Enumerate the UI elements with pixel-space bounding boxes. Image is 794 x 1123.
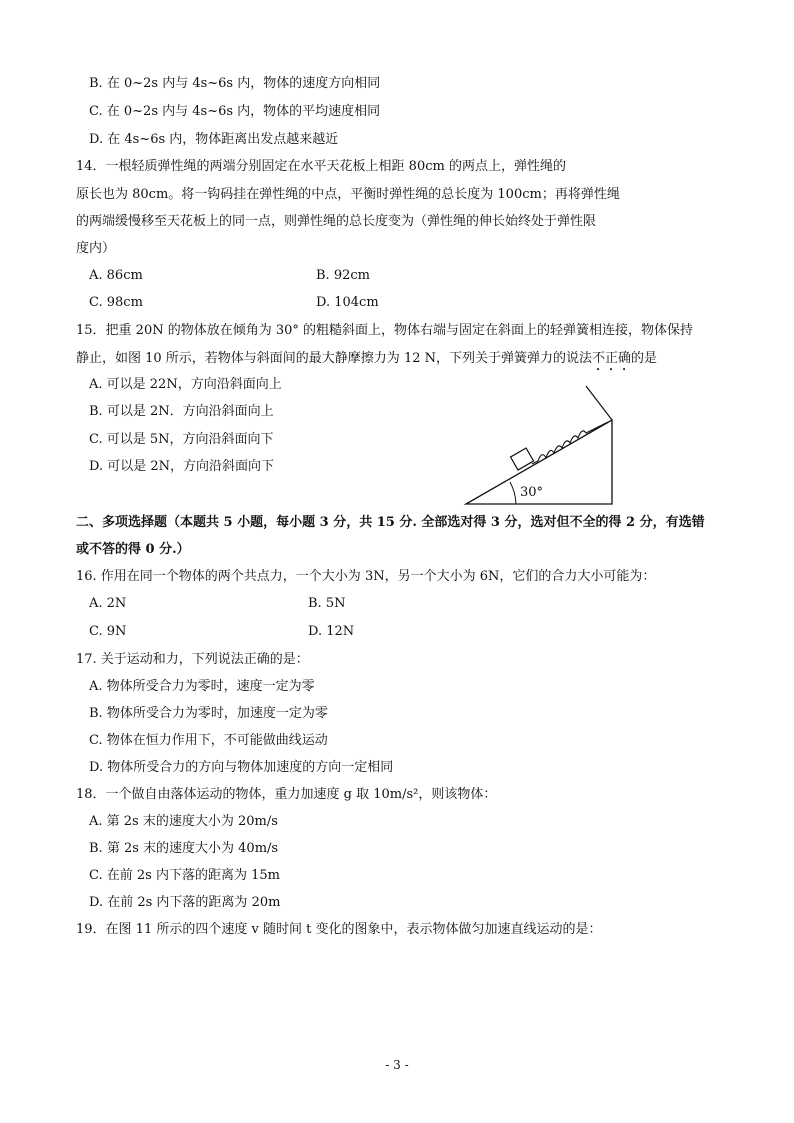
q17-option-b: B. 物体所受合力为零时，加速度一定为零 xyxy=(89,706,328,721)
q14-stem-line3: 的两端缓慢移至天花板上的同一点，则弹性绳的总长度变为（弹性绳的伸长始终处于弹性限 xyxy=(76,214,597,229)
q18-option-b: B. 第 2s 末的速度大小为 40m/s xyxy=(89,841,279,856)
q14-stem-line1: 14．一根轻质弹性绳的两端分别固定在水平天花板上相距 80cm 的两点上，弹性绳的 xyxy=(76,159,566,174)
q15-option-b: B. 可以是 2N．方向沿斜面向上 xyxy=(89,404,274,419)
q15-option-d: D. 可以是 2N，方向沿斜面向下 xyxy=(89,459,275,474)
section2-heading-line1: 二、多项选择题（本题共 5 小题，每小题 3 分，共 15 分. 全部选对得 3 分，选对但不全的得 2 分，有选错 xyxy=(76,515,705,530)
q16-stem: 16. 作用在同一个物体的两个共点力，一个大小为 3N，另一个大小为 6N，它们的合力大小可能为： xyxy=(76,569,656,584)
q16-option-a: A. 2N xyxy=(89,596,127,611)
q18-option-d: D. 在前 2s 内下落的距离为 20m xyxy=(89,895,281,910)
spring xyxy=(532,422,608,464)
q17-option-a: A. 物体所受合力为零时，速度一定为零 xyxy=(89,679,315,694)
q15-stem-line2-text: 静止，如图 10 所示，若物体与斜面间的最大静摩擦力为 12 N，下列关于弹簧弹力的说法 xyxy=(76,351,592,366)
q14-option-d: D. 104cm xyxy=(316,295,379,310)
page-number: - 3 - xyxy=(385,1058,409,1072)
q18-stem: 18．一个做自由落体运动的物体，重力加速度 g 取 10m/s²，则该物体： xyxy=(76,787,497,802)
incline-figure xyxy=(462,384,622,514)
q19-stem: 19．在图 11 所示的四个速度 v 随时间 t 变化的图象中，表示物体做匀加速直线运动的是： xyxy=(76,922,602,937)
spring-mount-line xyxy=(586,386,612,420)
q17-stem: 17. 关于运动和力，下列说法正确的是： xyxy=(76,652,309,667)
angle-arc xyxy=(510,482,516,504)
q16-option-b: B. 5N xyxy=(308,596,346,611)
q15-option-a: A. 可以是 22N，方向沿斜面向上 xyxy=(89,377,282,392)
q13-option-b: B. 在 0~2s 内与 4s~6s 内，物体的速度方向相同 xyxy=(89,76,381,91)
q13-option-c: C. 在 0~2s 内与 4s~6s 内，物体的平均速度相同 xyxy=(89,104,381,119)
q14-option-a: A. 86cm xyxy=(89,268,143,283)
q14-option-c: C. 98cm xyxy=(89,295,143,310)
q15-stem-line2 xyxy=(76,351,657,374)
section2-heading-line2: 或不答的得 0 分.） xyxy=(76,542,190,557)
q15-stem-line1: 15．把重 20N 的物体放在倾角为 30° 的粗糙斜面上，物体右端与固定在斜面上的轻弹簧相连接，物体保持 xyxy=(76,323,694,338)
q14-stem-line4: 度内） xyxy=(76,241,116,256)
q16-option-d: D. 12N xyxy=(308,624,355,639)
q14-stem-line2: 原长也为 80cm。将一钩码挂在弹性绳的中点，平衡时弹性绳的总长度为 100cm；再将弹性绳 xyxy=(76,187,620,202)
q15-stem-line2-end: 的是 xyxy=(631,351,658,366)
q18-option-a: A. 第 2s 末的速度大小为 20m/s xyxy=(89,814,278,829)
q13-option-d: D. 在 4s~6s 内，物体距离出发点越来越近 xyxy=(89,132,339,147)
q18-option-c: C. 在前 2s 内下落的距离为 15m xyxy=(89,868,280,883)
q17-option-c: C. 物体在恒力作用下，不可能做曲线运动 xyxy=(89,733,328,748)
q16-option-c: C. 9N xyxy=(89,624,127,639)
incline-diagram xyxy=(462,384,622,510)
q15-option-c: C. 可以是 5N，方向沿斜面向下 xyxy=(89,432,274,447)
q17-option-d: D. 物体所受合力的方向与物体加速度的方向一定相同 xyxy=(89,760,394,775)
q15-emphasis-word: 不正确 xyxy=(592,351,632,366)
angle-label: 30° xyxy=(520,485,544,500)
q14-option-b: B. 92cm xyxy=(316,268,370,283)
